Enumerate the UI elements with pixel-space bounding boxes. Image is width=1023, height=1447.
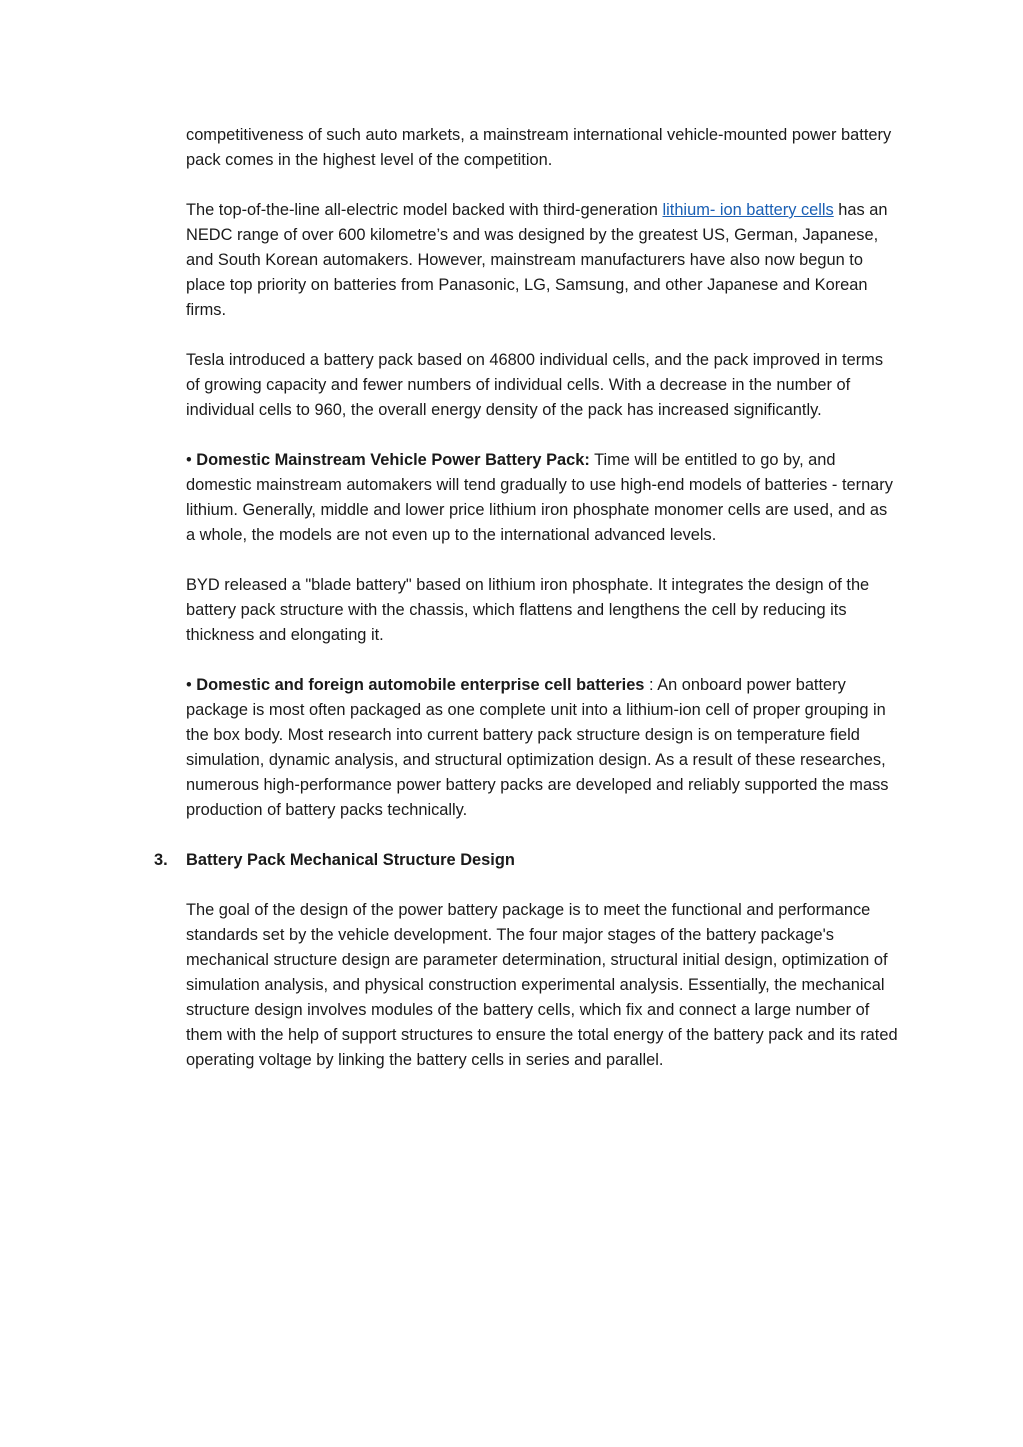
bullet-heading: Domestic Mainstream Vehicle Power Battery Pack:	[196, 451, 590, 469]
bullet-text: Time will be entitled to go by, and domestic mainstream automakers will tend gradually to use high-end models of batteries - ternary lithium. Generally, middle and lower price lithium iron phosphate monomer cells are used, and as a whole, the models are not even up to the international advanced levels.	[186, 451, 893, 544]
bullet-marker: •	[186, 676, 197, 694]
section-heading	[154, 848, 900, 873]
bullet-domestic-foreign	[186, 673, 900, 823]
paragraph-design-goal	[186, 898, 900, 1073]
paragraph-text-after-link: has an NEDC range of over 600 kilometre’s and was designed by the greatest US, German, Japanese, and South Korean automakers. However, mainstream manufacturers have also now begun to place top priority on batteries from Panasonic, LG, Samsung, and other Japanese and Korean firms.	[186, 201, 888, 319]
section-title: Battery Pack Mechanical Structure Design	[186, 851, 515, 869]
bullet-text: : An onboard power battery package is most often packaged as one complete unit into a lithium-ion cell of proper grouping in the box body. Most research into current battery pack structure design is on temperature field simulation, dynamic analysis, and structural optimization design. As a result of these researches, numerous high-performance power battery packs are developed and reliably supported the mass production of battery packs technically.	[186, 676, 889, 819]
paragraph-byd	[186, 573, 900, 648]
section-number: 3.	[154, 851, 168, 869]
paragraph-tesla	[186, 348, 900, 423]
paragraph-text: competitiveness of such auto markets, a mainstream international vehicle-mounted power battery pack comes in the highest level of the competition.	[186, 126, 892, 169]
bullet-domestic-mainstream	[186, 448, 900, 548]
paragraph-text: The goal of the design of the power battery package is to meet the functional and performance standards set by the vehicle development. The four major stages of the battery package's mechanical structure design are parameter determination, structural initial design, optimization of simulation analysis, and physical construction experimental analysis. Essentially, the mechanical structure design involves modules of the battery cells, which fix and connect a large number of them with the help of support structures to ensure the total energy of the battery pack and its rated operating voltage by linking the battery cells in series and parallel.	[186, 901, 898, 1069]
bullet-heading: Domestic and foreign automobile enterprise cell batteries	[196, 676, 645, 694]
lithium-ion-cells-link[interactable]: lithium- ion battery cells	[662, 201, 834, 219]
paragraph-text: Tesla introduced a battery pack based on 46800 individual cells, and the pack improved in terms of growing capacity and fewer numbers of individual cells. With a decrease in the number of individual cells to 960, the overall energy density of the pack has increased significantly.	[186, 351, 884, 419]
paragraph-competitiveness	[186, 123, 900, 173]
bullet-marker: •	[186, 451, 197, 469]
paragraph-text-before-link: The top-of-the-line all-electric model backed with third-generation	[186, 201, 663, 219]
paragraph-top-model	[186, 198, 900, 323]
document-body	[154, 123, 900, 1098]
paragraph-text: BYD released a "blade battery" based on lithium iron phosphate. It integrates the design of the battery pack structure with the chassis, which flattens and lengthens the cell by reducing its thickness and elongating it.	[186, 576, 870, 644]
